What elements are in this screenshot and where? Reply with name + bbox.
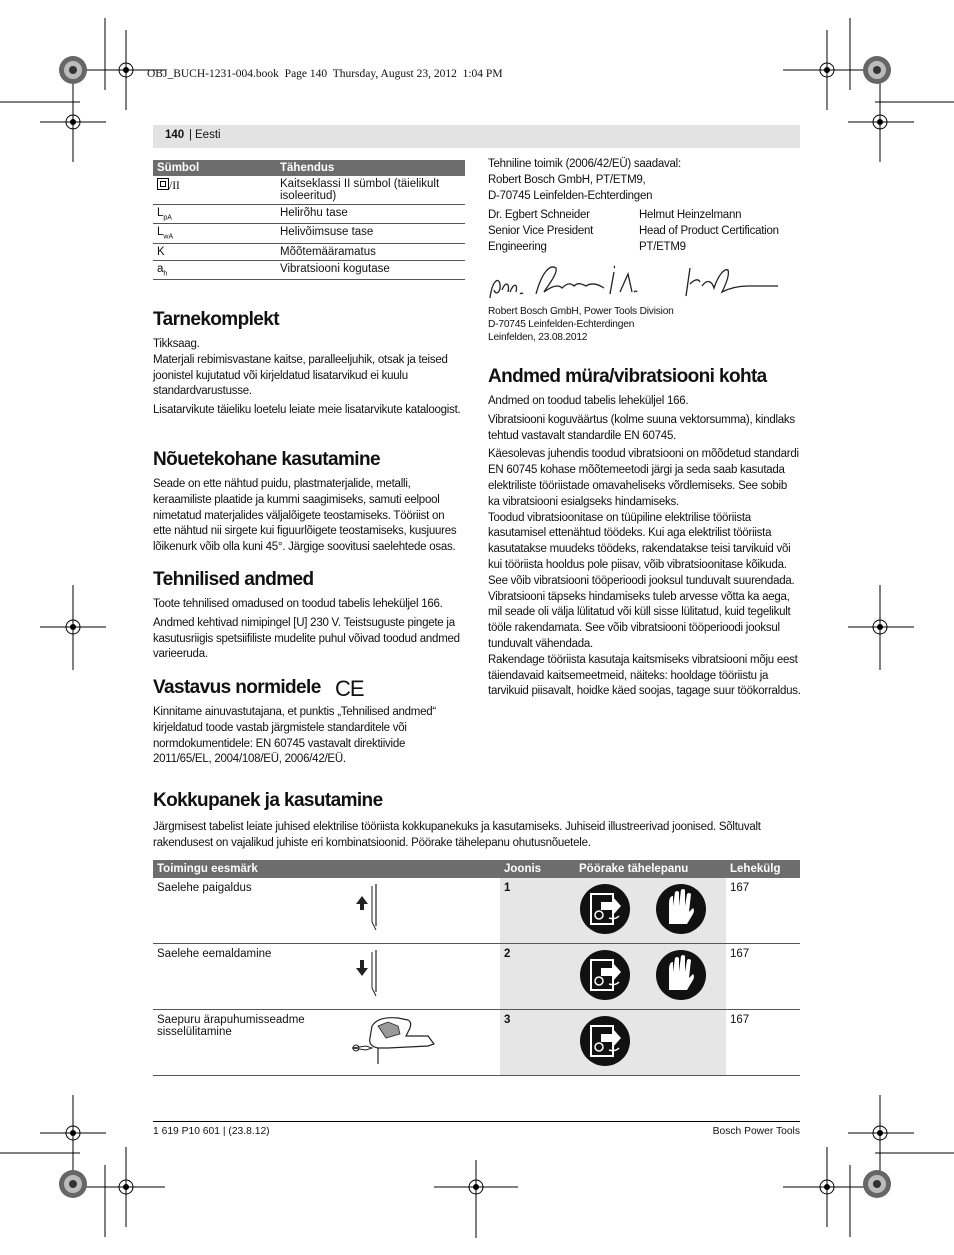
attention-icons <box>579 1014 639 1068</box>
symbol-header: Sümbol <box>153 160 276 176</box>
attention-icons <box>579 882 715 936</box>
attention-icons <box>579 948 715 1002</box>
table-row: Saelehe eemaldamine 2 167 <box>153 944 800 1010</box>
section-title-vastavus: Vastavus normidele <box>153 677 321 698</box>
jigsaw-dust-blower-icon <box>348 1012 443 1070</box>
table-row: $L_{pA}$ Helirõhu tase <box>153 205 465 224</box>
table-row: /II Kaitseklassi II sümbol (täielikult isoleeritud) <box>153 176 465 205</box>
signer-heinzelmann: Helmut Heinzelmann Head of Product Certification PT/ETM9 <box>639 209 779 253</box>
footer-left: 1 619 P10 601 | (23.8.12) <box>153 1126 270 1137</box>
page-language: Eesti <box>195 129 221 141</box>
symbol-table <box>153 160 465 280</box>
blade-insert-icon <box>348 882 388 934</box>
section-title-kokkupanek: Kokkupanek ja kasutamine <box>153 790 383 811</box>
signatures-image <box>486 262 786 304</box>
operations-table <box>153 860 800 1076</box>
page-number: 140 <box>165 129 185 141</box>
section-title-andmed-myra: Andmed müra/vibratsiooni kohta <box>488 366 767 387</box>
meaning-header: Tähendus <box>276 160 465 176</box>
table-row: Saepuru ärapuhumisseadme sisselülitamine 3 167 <box>153 1010 800 1076</box>
page-header-bar <box>153 125 800 148</box>
tehnilised-body: Toote tehnilised omadused on toodud tabelis leheküljel 166. Andmed kehtivad nimipingel [U] 230 V. Teistsuguste pingete ja kasutusriigis spetsiifiliste mudelite puhul võivad toodud andmed varieeruda. <box>153 598 460 661</box>
section-title-tehnilised: Tehnilised andmed <box>153 569 314 590</box>
print-header: OBJ_BUCH-1231-004.book Page 140 Thursday, August 23, 2012 1:04 PM <box>147 68 503 80</box>
tarnekomplekt-body: Tikksaag. Materjali rebimisvastane kaitse, paralleeljuhik, otsak ja teised joonistel kujutatud või kirjeldatud lisatarvikud ei kuulu standardvarustusse. Lisatarvikute täieliku loetelu leiate meie lisatarvikute kataloogist. <box>153 338 461 417</box>
footer-rule <box>153 1121 800 1122</box>
unplug-icon <box>580 950 630 1000</box>
table-row: K Mõõtemääramatus <box>153 243 465 260</box>
attention-header: Pöörake tähelepanu <box>575 860 726 878</box>
noue-body: Seade on ette nähtud puidu, plastmaterjalide, metalli, keraamiliste plaatide ja kummi saagimiseks, samuti eelpool nimetatud materjalides väljalõigete teostamiseks. Tööriist on ette nähtud nii sirgete kui figuurlõigete teostamiseks, kusjuures lõikenurk võib olla kuni 45°. Järgige soovitusi saelehtede osas. <box>153 478 457 554</box>
section-title-tarnekomplekt: Tarnekomplekt <box>153 309 279 330</box>
table-row: $a_h$ Vibratsiooni kogutase <box>153 260 465 279</box>
tech-file-block: Tehniline toimik (2006/42/EÜ) saadaval: Robert Bosch GmbH, PT/ETM9, D-70745 Leinfelden-Echterdingen <box>488 158 681 202</box>
page-header: Lehekülg <box>726 860 800 878</box>
section-title-noue: Nõuetekohane kasutamine <box>153 449 380 470</box>
figure-header: Joonis <box>500 860 575 878</box>
gloves-icon <box>656 950 706 1000</box>
unplug-icon <box>580 884 630 934</box>
footer-right: Bosch Power Tools <box>712 1126 800 1137</box>
company-address: Robert Bosch GmbH, Power Tools Division D-70745 Leinfelden-Echterdingen Leinfelden, 23.08.2012 <box>488 306 674 344</box>
gloves-icon <box>656 884 706 934</box>
protection-class-icon <box>157 178 169 190</box>
table-row: Saelehe paigaldus 1 167 <box>153 878 800 944</box>
ce-mark-icon: CE <box>335 676 364 701</box>
page-separator: | <box>189 129 192 141</box>
goal-header: Toimingu eesmärk <box>153 860 500 878</box>
table-row: $L_{wA}$ Helivõimsuse tase <box>153 224 465 243</box>
vastavus-body: Kinnitame ainuvastutajana, et punktis „Tehnilised andmed“ kirjeldatud toode vastab järgmistele standarditele või normdokumentidele: EN 60745 vastavalt direktiivide 2011/65/EL, 2004/108/EÜ, 2006/42/EÜ. <box>153 706 437 766</box>
andmed-myra-body: Andmed on toodud tabelis leheküljel 166. Vibratsiooni koguväärtus (kolme suuna vektorsumma), kindlaks tehtud vastavalt standardile EN 60745. Käesolevas juhendis toodud vibratsiooni on mõõdetud standardi EN 60745 kohase mõõtemeetodi järgi ja seda saab kasutada elektriliste tööriistade omavaheliseks võrdlemiseks. See sobib ka vibratsiooni esialgseks hindamiseks. Toodud vibratsioonitase on tüüpiline elektrilise tööriista kasutamisel ettenähtud töödeks. Kui aga elektrilist tööriista kasutatakse muudeks töödeks, rakendatakse teisi tarvikuid või kui tööriista hooldus pole piisav, võib vibratsioonitase kõikuda. See võib vibratsiooni tööperioodi jooksul tunduvalt suurendada. Vibratsiooni täpseks hindamiseks tuleb arvesse võtta ka aega, mil seade oli välja lülitatud või küll sisse lülitatud, kuid tegelikult tööle rakendamata. See võib vibratsiooni tööperioodi jooksul tunduvalt vähendada. Rakendage tööriista kasutaja kaitsmiseks vibratsiooni mõju eest täiendavaid kaitsemeetmeid, näiteks: hooldage tööriistu ja tarvikuid piisavalt, hoidke käed soojas, tagage suur töökorraldus. <box>488 395 801 698</box>
kokkupanek-intro: Järgmisest tabelist leiate juhised elektrilise tööriista kokkupanekuks ja kasutamiseks. Juhiseid illustreerivad joonised. Sõltuvalt rakendusest on vajalikud juhiste eri kombinatsioonid. Pöörake tähelepanu ohutusnõuetele. <box>153 821 761 849</box>
unplug-icon <box>580 1016 630 1066</box>
blade-remove-icon <box>348 948 388 1000</box>
signer-schneider: Dr. Egbert Schneider Senior Vice President Engineering <box>488 209 594 253</box>
